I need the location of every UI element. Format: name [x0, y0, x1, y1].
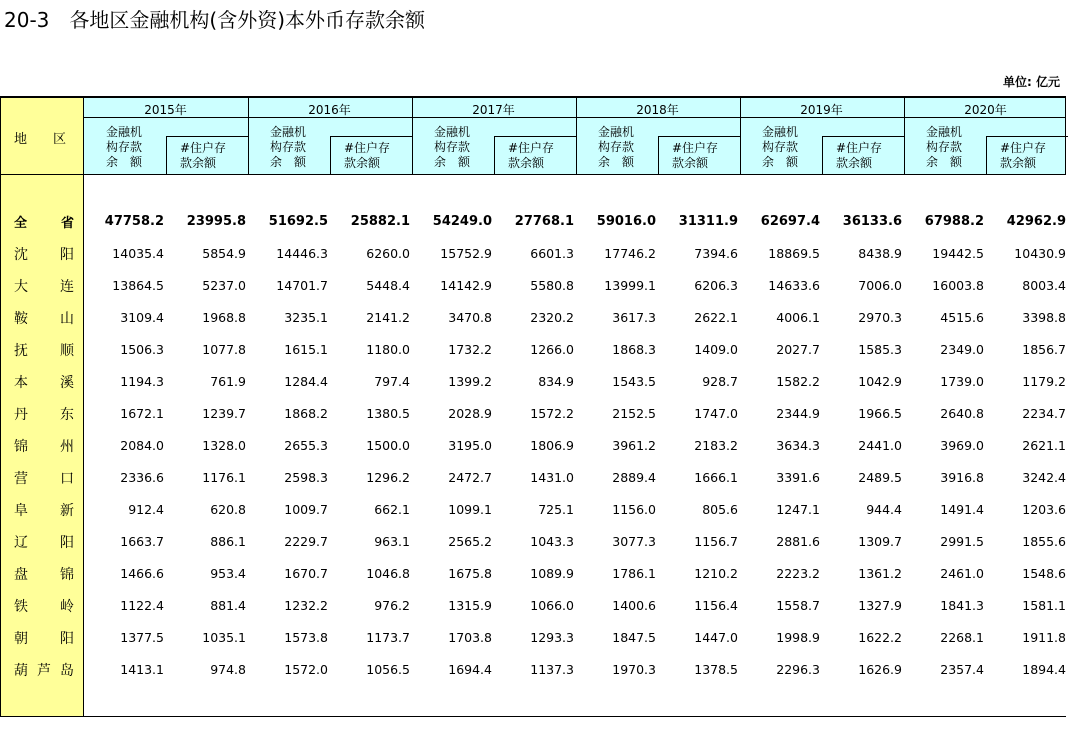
deposit-header-line: 金融机 — [598, 125, 635, 139]
subcol-divider — [166, 136, 167, 175]
table-cell: 2472.7 — [448, 470, 492, 485]
table-cell: 2640.8 — [940, 406, 984, 421]
deposit-header-line: 余 额 — [598, 155, 635, 169]
table-cell: 2889.4 — [612, 470, 656, 485]
table-cell: 1856.7 — [1022, 342, 1066, 357]
table-cell: 2296.3 — [776, 662, 820, 677]
table-cell: 1694.4 — [448, 662, 492, 677]
table-cell: 2970.3 — [858, 310, 902, 325]
deposit-header-line: 构存款 — [270, 140, 307, 154]
table-top-border — [0, 96, 1066, 98]
subheader-top-border — [494, 136, 576, 137]
table-cell: 1847.5 — [612, 630, 656, 645]
table-cell: 3235.1 — [284, 310, 328, 325]
table-cell: 2461.0 — [940, 566, 984, 581]
household-header-line: 款余额 — [508, 156, 545, 170]
table-cell: 17746.2 — [604, 246, 656, 261]
household-header-line: 款余额 — [1000, 156, 1037, 170]
table-cell: 1466.6 — [120, 566, 164, 581]
table-cell: 2229.7 — [284, 534, 328, 549]
table-cell: 1203.6 — [1022, 502, 1066, 517]
table-cell: 1911.8 — [1022, 630, 1066, 645]
table-cell: 1841.3 — [940, 598, 984, 613]
deposit-header-line: 余 额 — [434, 155, 471, 169]
table-cell: 1806.9 — [530, 438, 574, 453]
table-cell: 1855.6 — [1022, 534, 1066, 549]
deposit-header-line: 余 额 — [926, 155, 963, 169]
table-cell: 16003.8 — [932, 278, 984, 293]
table-cell: 2084.0 — [120, 438, 164, 453]
table-cell: 1868.3 — [612, 342, 656, 357]
table-cell: 8003.4 — [1022, 278, 1066, 293]
table-cell: 5237.0 — [202, 278, 246, 293]
table-cell: 2268.1 — [940, 630, 984, 645]
household-header-line: 款余额 — [672, 156, 709, 170]
table-cell: 3391.6 — [776, 470, 820, 485]
table-cell: 1239.7 — [202, 406, 246, 421]
region-label: 铁 岭 — [14, 599, 74, 615]
household-header-line: #住户存 — [180, 141, 227, 155]
table-cell: 1622.2 — [858, 630, 902, 645]
table-cell: 1582.2 — [776, 374, 820, 389]
region-label: 抚 顺 — [14, 343, 74, 359]
table-cell: 25882.1 — [350, 214, 410, 229]
table-cell: 3109.4 — [120, 310, 164, 325]
table-cell: 47758.2 — [104, 214, 164, 229]
table-cell: 3398.8 — [1022, 310, 1066, 325]
table-cell: 2234.7 — [1022, 406, 1066, 421]
table-cell: 1066.0 — [530, 598, 574, 613]
table-cell: 2152.5 — [612, 406, 656, 421]
year-header: 2016年 — [308, 103, 351, 117]
subcol-divider — [822, 136, 823, 175]
table-cell: 1309.7 — [858, 534, 902, 549]
region-label: 大 连 — [14, 279, 74, 295]
table-cell: 1572.2 — [530, 406, 574, 421]
table-cell: 1572.0 — [284, 662, 328, 677]
household-header-line: 款余额 — [836, 156, 873, 170]
table-cell: 834.9 — [538, 374, 574, 389]
header-bottom-border — [0, 174, 1066, 175]
table-cell: 1400.6 — [612, 598, 656, 613]
table-cell: 1046.8 — [366, 566, 410, 581]
table-cell: 2881.6 — [776, 534, 820, 549]
table-cell: 2565.2 — [448, 534, 492, 549]
table-cell: 4515.6 — [940, 310, 984, 325]
household-header-line: 款余额 — [180, 156, 217, 170]
subcol-divider — [494, 136, 495, 175]
table-cell: 2183.2 — [694, 438, 738, 453]
table-cell: 1122.4 — [120, 598, 164, 613]
subheader-top-border — [658, 136, 740, 137]
table-cell: 1732.2 — [448, 342, 492, 357]
table-cell: 2349.0 — [940, 342, 984, 357]
table-cell: 1293.3 — [530, 630, 574, 645]
region-label: 本 溪 — [14, 375, 74, 391]
table-cell: 18869.5 — [768, 246, 820, 261]
table-cell: 27768.1 — [514, 214, 574, 229]
table-cell: 1998.9 — [776, 630, 820, 645]
table-cell: 5580.8 — [530, 278, 574, 293]
region-label: 阜 新 — [14, 503, 74, 519]
table-cell: 13999.1 — [604, 278, 656, 293]
deposit-header-line: 金融机 — [762, 125, 799, 139]
region-label: 营 口 — [14, 471, 74, 487]
table-cell: 1581.1 — [1022, 598, 1066, 613]
table-cell: 1380.5 — [366, 406, 410, 421]
table-cell: 23995.8 — [186, 214, 246, 229]
region-label: 葫芦岛 — [14, 663, 74, 679]
table-cell: 2357.4 — [940, 662, 984, 677]
table-cell: 1284.4 — [284, 374, 328, 389]
table-cell: 1266.0 — [530, 342, 574, 357]
table-cell: 2621.1 — [1022, 438, 1066, 453]
table-cell: 1558.7 — [776, 598, 820, 613]
table-cell: 1672.1 — [120, 406, 164, 421]
table-cell: 14035.4 — [112, 246, 164, 261]
page-title: 20-3 各地区金融机构(含外资)本外币存款余额 — [4, 8, 425, 32]
table-cell: 2991.5 — [940, 534, 984, 549]
table-cell: 1506.3 — [120, 342, 164, 357]
year-header: 2017年 — [472, 103, 515, 117]
deposit-header-line: 余 额 — [106, 155, 143, 169]
table-cell: 797.4 — [374, 374, 410, 389]
subheader-top-border — [986, 136, 1068, 137]
data-table — [0, 96, 1066, 717]
subheader-top-border — [166, 136, 248, 137]
table-cell: 8438.9 — [858, 246, 902, 261]
deposit-header-line: 余 额 — [270, 155, 307, 169]
year-header: 2020年 — [964, 103, 1007, 117]
table-cell: 1099.1 — [448, 502, 492, 517]
table-cell: 1009.7 — [284, 502, 328, 517]
table-cell: 2028.9 — [448, 406, 492, 421]
table-cell: 1663.7 — [120, 534, 164, 549]
table-cell: 805.6 — [702, 502, 738, 517]
table-cell: 2344.9 — [776, 406, 820, 421]
table-cell: 1739.0 — [940, 374, 984, 389]
region-label: 沈 阳 — [14, 247, 74, 263]
table-cell: 1543.5 — [612, 374, 656, 389]
household-header-line: #住户存 — [1000, 141, 1047, 155]
table-cell: 51692.5 — [268, 214, 328, 229]
table-cell: 1156.0 — [612, 502, 656, 517]
table-cell: 2655.3 — [284, 438, 328, 453]
table-cell: 3916.8 — [940, 470, 984, 485]
table-cell: 886.1 — [210, 534, 246, 549]
table-cell: 1179.2 — [1022, 374, 1066, 389]
table-cell: 963.1 — [374, 534, 410, 549]
table-cell: 1328.0 — [202, 438, 246, 453]
region-label: 锦 州 — [14, 439, 74, 455]
year-header: 2015年 — [144, 103, 187, 117]
table-cell: 1077.8 — [202, 342, 246, 357]
table-cell: 14142.9 — [440, 278, 492, 293]
table-cell: 7006.0 — [858, 278, 902, 293]
table-cell: 6206.3 — [694, 278, 738, 293]
unit-label: 单位: 亿元 — [1003, 75, 1060, 89]
year-header: 2019年 — [800, 103, 843, 117]
table-cell: 1409.0 — [694, 342, 738, 357]
table-cell: 1666.1 — [694, 470, 738, 485]
table-cell: 3961.2 — [612, 438, 656, 453]
table-cell: 2598.3 — [284, 470, 328, 485]
table-cell: 1156.4 — [694, 598, 738, 613]
table-cell: 1670.7 — [284, 566, 328, 581]
household-header-line: #住户存 — [836, 141, 883, 155]
table-cell: 1703.8 — [448, 630, 492, 645]
table-cell: 59016.0 — [596, 214, 656, 229]
table-cell: 1210.2 — [694, 566, 738, 581]
table-cell: 2336.6 — [120, 470, 164, 485]
table-cell: 3077.3 — [612, 534, 656, 549]
deposit-header-line: 金融机 — [270, 125, 307, 139]
table-cell: 1413.1 — [120, 662, 164, 677]
table-cell: 1786.1 — [612, 566, 656, 581]
deposit-header-line: 构存款 — [598, 140, 635, 154]
deposit-header-line: 构存款 — [762, 140, 799, 154]
table-cell: 1894.4 — [1022, 662, 1066, 677]
table-cell: 1573.8 — [284, 630, 328, 645]
table-cell: 1315.9 — [448, 598, 492, 613]
table-cell: 912.4 — [128, 502, 164, 517]
deposit-header-line: 构存款 — [106, 140, 143, 154]
table-cell: 54249.0 — [432, 214, 492, 229]
table-cell: 6601.3 — [530, 246, 574, 261]
table-cell: 2441.0 — [858, 438, 902, 453]
table-cell: 1176.1 — [202, 470, 246, 485]
table-cell: 1156.7 — [694, 534, 738, 549]
table-cell: 3617.3 — [612, 310, 656, 325]
household-header-line: #住户存 — [508, 141, 555, 155]
table-cell: 31311.9 — [678, 214, 738, 229]
household-header-line: 款余额 — [344, 156, 381, 170]
table-cell: 2320.2 — [530, 310, 574, 325]
region-label: 丹 东 — [14, 407, 74, 423]
table-cell: 1378.5 — [694, 662, 738, 677]
table-cell: 1042.9 — [858, 374, 902, 389]
table-cell: 953.4 — [210, 566, 246, 581]
deposit-header-line: 余 额 — [762, 155, 799, 169]
table-cell: 761.9 — [210, 374, 246, 389]
table-cell: 2223.2 — [776, 566, 820, 581]
table-cell: 1361.2 — [858, 566, 902, 581]
table-cell: 976.2 — [374, 598, 410, 613]
region-header: 地 区 — [14, 132, 67, 147]
table-cell: 1675.8 — [448, 566, 492, 581]
table-cell: 1194.3 — [120, 374, 164, 389]
table-cell: 4006.1 — [776, 310, 820, 325]
table-cell: 3195.0 — [448, 438, 492, 453]
table-bottom-border — [0, 716, 1066, 717]
table-cell: 1970.3 — [612, 662, 656, 677]
deposit-header-line: 构存款 — [434, 140, 471, 154]
subcol-divider — [330, 136, 331, 175]
region-label: 鞍 山 — [14, 311, 74, 327]
table-cell: 1056.5 — [366, 662, 410, 677]
year-header: 2018年 — [636, 103, 679, 117]
table-cell: 2141.2 — [366, 310, 410, 325]
table-cell: 2027.7 — [776, 342, 820, 357]
table-cell: 1747.0 — [694, 406, 738, 421]
table-cell: 1966.5 — [858, 406, 902, 421]
table-cell: 5448.4 — [366, 278, 410, 293]
table-cell: 14701.7 — [276, 278, 328, 293]
table-cell: 881.4 — [210, 598, 246, 613]
table-cell: 928.7 — [702, 374, 738, 389]
table-cell: 2622.1 — [694, 310, 738, 325]
table-cell: 662.1 — [374, 502, 410, 517]
table-cell: 1500.0 — [366, 438, 410, 453]
table-cell: 1868.2 — [284, 406, 328, 421]
table-cell: 7394.6 — [694, 246, 738, 261]
subcol-divider — [986, 136, 987, 175]
table-cell: 1089.9 — [530, 566, 574, 581]
table-cell: 1626.9 — [858, 662, 902, 677]
table-cell: 1247.1 — [776, 502, 820, 517]
table-cell: 1035.1 — [202, 630, 246, 645]
subheader-top-border — [822, 136, 904, 137]
table-cell: 1377.5 — [120, 630, 164, 645]
table-cell: 19442.5 — [932, 246, 984, 261]
region-label: 盘 锦 — [14, 567, 74, 583]
table-cell: 1399.2 — [448, 374, 492, 389]
table-cell: 620.8 — [210, 502, 246, 517]
table-cell: 3969.0 — [940, 438, 984, 453]
region-label: 全 省 — [14, 216, 74, 231]
table-cell: 1548.6 — [1022, 566, 1066, 581]
table-cell: 62697.4 — [760, 214, 820, 229]
table-cell: 725.1 — [538, 502, 574, 517]
table-cell: 13864.5 — [112, 278, 164, 293]
subheader-top-border — [330, 136, 412, 137]
table-cell: 3470.8 — [448, 310, 492, 325]
table-cell: 1585.3 — [858, 342, 902, 357]
table-cell: 1431.0 — [530, 470, 574, 485]
table-cell: 14446.3 — [276, 246, 328, 261]
table-cell: 67988.2 — [924, 214, 984, 229]
deposit-header-line: 构存款 — [926, 140, 963, 154]
deposit-header-line: 金融机 — [434, 125, 471, 139]
table-cell: 1043.3 — [530, 534, 574, 549]
table-cell: 10430.9 — [1014, 246, 1066, 261]
deposit-header-line: 金融机 — [106, 125, 143, 139]
table-cell: 42962.9 — [1006, 214, 1066, 229]
deposit-header-line: 金融机 — [926, 125, 963, 139]
region-column-border — [83, 96, 84, 717]
table-cell: 5854.9 — [202, 246, 246, 261]
table-cell: 14633.6 — [768, 278, 820, 293]
table-cell: 3242.4 — [1022, 470, 1066, 485]
table-cell: 944.4 — [866, 502, 902, 517]
region-label: 朝 阳 — [14, 631, 74, 647]
table-cell: 2489.5 — [858, 470, 902, 485]
table-cell: 1296.2 — [366, 470, 410, 485]
table-cell: 3634.3 — [776, 438, 820, 453]
table-cell: 1447.0 — [694, 630, 738, 645]
table-cell: 1173.7 — [366, 630, 410, 645]
table-cell: 6260.0 — [366, 246, 410, 261]
table-cell: 1232.2 — [284, 598, 328, 613]
table-cell: 1615.1 — [284, 342, 328, 357]
household-header-line: #住户存 — [672, 141, 719, 155]
table-cell: 974.8 — [210, 662, 246, 677]
table-cell: 1968.8 — [202, 310, 246, 325]
household-header-line: #住户存 — [344, 141, 391, 155]
table-cell: 1327.9 — [858, 598, 902, 613]
table-cell: 1491.4 — [940, 502, 984, 517]
table-cell: 36133.6 — [842, 214, 902, 229]
table-cell: 1180.0 — [366, 342, 410, 357]
table-cell: 1137.3 — [530, 662, 574, 677]
subcol-divider — [658, 136, 659, 175]
region-label: 辽 阳 — [14, 535, 74, 551]
table-cell: 15752.9 — [440, 246, 492, 261]
table-left-border — [0, 96, 1, 717]
